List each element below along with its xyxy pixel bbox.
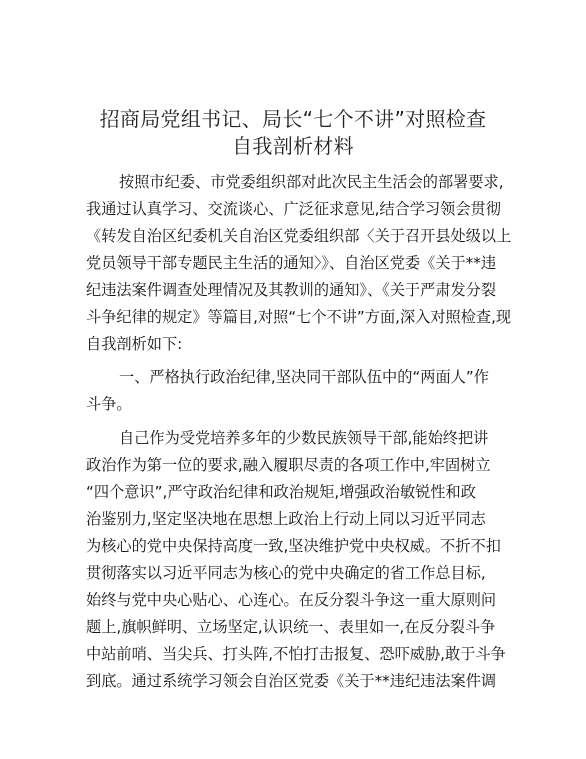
body-line-11: 治鉴别力,坚定坚决地在思想上政治上行动上同以习近平同志 [86, 510, 486, 528]
body-line-5: 纪违法案件调查处理情况及其教训的通知》、《关于严肃发分裂 [86, 281, 497, 299]
body-line-17: 到底。通过系统学习领会自治区党委《关于**违纪违法案件调 [86, 672, 497, 690]
body-line-3: 《转发自治区纪委机关自治区党委组织部〈关于召开县处级以上 [86, 227, 512, 245]
body-line-15: 题上,旗帜鲜明、立场坚定,认识统一、表里如一,在反分裂斗争 [86, 618, 496, 636]
body-line-12: 为核心的党中央保持高度一致,坚决维护党中央权威。不折不扣 [86, 537, 501, 555]
section-heading-line-2: 斗争。 [86, 395, 132, 413]
body-line-16: 中站前哨、当尖兵、打头阵,不怕打击报复、恐吓威胁,敢于斗争 [86, 645, 506, 663]
body-line-1: 按照市纪委、市党委组织部对此次民主生活会的部署要求, [119, 173, 504, 191]
body-line-7: 自我剖析如下: [86, 335, 183, 353]
body-line-13: 贯彻落实以习近平同志为核心的党中央确定的省工作总目标, [86, 564, 486, 582]
document-title-line-1: 招商局党组书记、局长“七个不讲”对照检查 [99, 107, 487, 131]
body-line-8: 自己作为受党培养多年的少数民族领导干部,能始终把讲 [119, 429, 489, 447]
body-line-9: 政治作为第一位的要求,融入履职尽责的各项工作中,牢固树立 [86, 456, 491, 474]
body-line-6: 斗争纪律的规定》等篇目,对照“七个不讲”方面,深入对照检查,现 [86, 308, 512, 326]
section-heading-line-1: 一、严格执行政治纪律,坚决同干部队伍中的“两面人”作 [119, 368, 489, 386]
body-line-2: 我通过认真学习、交流谈心、广泛征求意见,结合学习领会贯彻 [86, 200, 501, 218]
body-line-14: 始终与党中央心贴心、心连心。在反分裂斗争这一重大原则问 [86, 591, 497, 609]
body-line-10: “四个意识”,严守政治纪律和政治规矩,增强政治敏锐性和政 [86, 483, 476, 501]
body-line-4: 党员领导干部专题民主生活的通知〉》、自治区党委《关于**违 [86, 254, 497, 272]
document-title-line-2: 自我剖析材料 [232, 134, 354, 158]
